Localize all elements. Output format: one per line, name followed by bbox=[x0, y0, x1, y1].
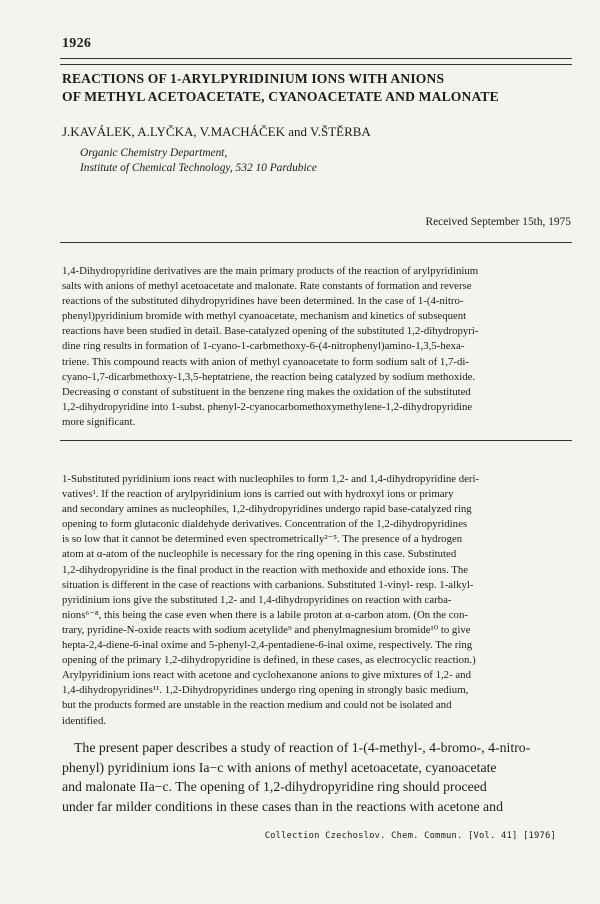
intro-line: 1-Substituted pyridinium ions react with nucleophiles to form 1,2- and 1,4-dihydropyridine deri- bbox=[62, 473, 480, 485]
intro-line: and secondary amines as nucleophiles, 1,2-dihydropyridines undergo rapid base-catalyzed ring bbox=[62, 503, 472, 516]
intro-line: opening of the primary 1,2-dihydropyridine is defined, in these cases, as electrocyclic reaction.) bbox=[62, 654, 476, 667]
intro-line: hepta-2,4-diene-6-inal oxime and 5-phenyl-2,4-pentadiene-6-inal oxime, respectively. The ring bbox=[62, 639, 473, 652]
authors: J.KAVÁLEK, A.LYČKA, V.MACHÁČEK and V.ŠTĚRBA bbox=[62, 124, 371, 139]
intro-line: 1,4-dihydropyridines¹¹. 1,2-Dihydropyridines undergo ring opening in strongly basic medium, bbox=[62, 684, 469, 697]
abstract-line: triene. This compound reacts with anion of methyl cyanoacetate to form sodium salt of 1,7-di- bbox=[62, 355, 469, 368]
title-line: OF METHYL ACETOACETATE, CYANOACETATE AND MALONATE bbox=[62, 89, 499, 104]
abstract-line: reactions of the substituted dihydropyridines have been determined. In the case of 1-(4-nitro- bbox=[62, 295, 464, 308]
abstract-line: 1,2-dihydropyridine into 1-subst. phenyl-2-cyanocarbomethoxymethylene-1,2-dihydropyridine bbox=[62, 400, 473, 413]
abstract-line: dine ring results in formation of 1-cyano-1-carbmethoxy-6-(4-nitrophenyl)amino-1,3,5-hexa- bbox=[62, 340, 465, 353]
abstract-line: reactions have been studied in detail. Base-catalyzed opening of the substituted 1,2-dihydropyri- bbox=[62, 325, 479, 338]
intro-line: identified. bbox=[62, 714, 107, 727]
intro-line: trary, pyridine-N-oxide reacts with sodium acetylide⁹ and phenylmagnesium bromide¹⁰ to give bbox=[62, 623, 471, 636]
header-rule-bottom bbox=[60, 64, 572, 65]
abstract-line: more significant. bbox=[62, 415, 136, 428]
title-line: REACTIONS OF 1-ARYLPYRIDINIUM IONS WITH ANIONS bbox=[62, 71, 445, 86]
header-rule-top bbox=[60, 58, 572, 59]
abstract-line: cyano-1,7-dicarbmethoxy-1,3,5-heptatriene, the reaction being catalyzed by sodium methoxide. bbox=[62, 370, 476, 383]
intro-line: pyridinium ions give the substituted 1,2- and 1,4-dihydropyridines on reaction with carba- bbox=[62, 593, 452, 606]
abstract-line: Decreasing σ constant of substituent in the benzene ring makes the oxidation of the substituted bbox=[62, 385, 471, 398]
received-date: Received September 15th, 1975 bbox=[425, 216, 571, 228]
body-line: phenyl) pyridinium ions Ia−c with anions of methyl acetoacetate, cyanoacetate bbox=[62, 759, 497, 775]
intro-line: Arylpyridinium ions react with acetone and cyclohexanone anions to give mixtures of 1,2- and bbox=[62, 669, 471, 682]
body-line: and malonate IIa−c. The opening of 1,2-dihydropyridine ring should proceed bbox=[62, 779, 487, 795]
intro-line: atom at α-atom of the nucleophile is necessary for the ring opening in this case. Substituted bbox=[62, 548, 457, 561]
abstract-rule-bottom bbox=[60, 440, 572, 441]
body-line: The present paper describes a study of reaction of 1-(4-methyl-, 4-bromo-, 4-nitro- bbox=[74, 740, 531, 755]
intro-line: is so low that it cannot be determined even spectrometrically²⁻⁵. The presence of a hydrogen bbox=[62, 533, 463, 546]
intro-line: situation is different in the case of reactions with carbanions. Substituted 1-vinyl- resp. 1-alkyl- bbox=[62, 578, 474, 591]
abstract-rule-top bbox=[60, 242, 572, 243]
body-line: under far milder conditions in these cases than in the reactions with acetone and bbox=[62, 798, 503, 814]
body-paragraph bbox=[62, 738, 572, 816]
affiliation-line: Institute of Chemical Technology, 532 10 Pardubice bbox=[80, 162, 317, 174]
abstract-line: 1,4-Dihydropyridine derivatives are the main primary products of the reaction of arylpyridinium bbox=[62, 265, 479, 277]
intro-line: vatives¹. If the reaction of arylpyridinium ions is carried out with hydroxyl ions or primary bbox=[62, 488, 454, 501]
intro-line: but the products formed are unstable in the reaction medium and could not be isolated and bbox=[62, 699, 452, 712]
journal-footer: Collection Czechoslov. Chem. Commun. [Vol. 41] [1976] bbox=[264, 831, 556, 841]
affiliation-line: Organic Chemistry Department, bbox=[80, 147, 228, 159]
introduction-paragraph bbox=[62, 472, 572, 729]
intro-line: opening to form glutaconic dialdehyde derivatives. Concentration of the 1,2-dihydropyridines bbox=[62, 518, 468, 531]
article-title bbox=[62, 70, 562, 106]
abstract bbox=[62, 264, 572, 430]
abstract-line: phenyl)pyridinium bromide with methyl cyanoacetate, mechanism and kinetics of subsequent bbox=[62, 310, 467, 323]
intro-line: 1,2-dihydropyridine is the final product in the reaction with methoxide and ethoxide ions. The bbox=[62, 563, 469, 576]
affiliation bbox=[80, 146, 317, 176]
intro-line: nions⁶⁻⁸, this being the case even when there is a labile proton at α-carbon atom. (On the con- bbox=[62, 608, 468, 621]
abstract-line: salts with anions of methyl acetoacetate and malonate. Rate constants of formation and reverse bbox=[62, 280, 472, 293]
page-number: 1926 bbox=[62, 36, 92, 51]
